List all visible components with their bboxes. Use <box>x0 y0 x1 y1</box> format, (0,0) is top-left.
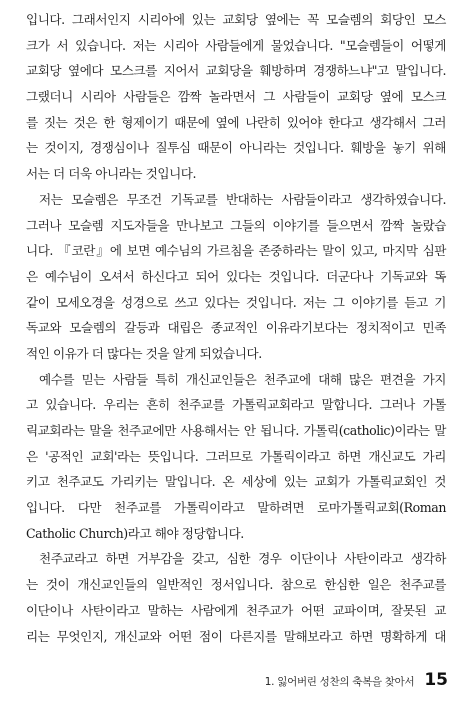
text-line: 교회당 옆에다 모스크를 지어서 교회당을 훼방하며 경쟁하느냐"고 말입니다. <box>26 63 446 79</box>
page-footer <box>265 670 448 690</box>
text-line: 크가 서 있습니다. 저는 시리아 사람들에게 물었습니다. "모슬렘들이 어떻게 <box>26 37 446 53</box>
paragraph-first-line: 예수를 믿는 사람들 특히 개신교인들은 천주교에 대해 많은 편견을 가지 <box>39 371 446 387</box>
paragraph-first-line: 천주교라고 하면 거부감을 갖고, 심한 경우 이단이나 사탄이라고 생각하 <box>39 551 446 567</box>
text-line: 니다. 『코란』에 보면 예수님의 가르침을 존중하라는 말이 있고, 마지막 심판 <box>26 243 446 259</box>
text-line: 리는 무엇인지, 개신교와 어떤 점이 다른지를 말해보라고 하면 명확하게 대 <box>26 628 446 644</box>
paragraph-first-line: 저는 모슬렘은 무조건 기독교를 반대하는 사람들이라고 생각하였습니다. <box>39 191 446 207</box>
text-line: 는 것이지, 경쟁심이나 질투심 때문이 아니라는 것입니다. 훼방을 놓기 위해 <box>26 140 446 156</box>
text-line: 서는 더 더욱 아니라는 것입니다. <box>26 166 197 182</box>
text-line: 이단이나 사탄이라고 말하는 사람에게 천주교가 어떤 교파이며, 잘못된 교 <box>26 602 446 618</box>
text-line: 그랬더니 시리아 사람들은 깜짝 놀라면서 그 사람들이 교회당 옆에 모스크 <box>26 89 446 105</box>
body-text <box>26 7 446 649</box>
running-head: 1. 잃어버린 성찬의 축복을 찾아서 <box>264 676 415 688</box>
text-line: 고 있습니다. 우리는 흔히 천주교를 가톨릭교회라고 말합니다. 그러나 가톨 <box>26 397 446 413</box>
text-line: 은 '공적인 교회'라는 뜻입니다. 그러므로 가톨릭이라고 하면 개신교도 가리 <box>26 448 446 464</box>
text-line: 독교와 모슬렘의 갈등과 대립은 종교적인 이유라기보다는 정치적이고 민족 <box>26 320 446 336</box>
text-line: 입니다. 다만 천주교를 가톨릭이라고 말하려면 로마가톨릭교회(Roman <box>26 500 446 516</box>
text-line: Catholic Church)라고 해야 정당합니다. <box>26 525 244 541</box>
text-line: 같이 모세오경을 성경으로 쓰고 있다는 것입니다. 저는 그 이야기를 듣고 기 <box>26 294 446 310</box>
text-line: 그러나 모슬렘 지도자들을 만나보고 그들의 이야기를 들으면서 깜짝 놀랐습 <box>26 217 446 233</box>
text-line: 은 예수님이 오셔서 하신다고 되어 있다는 것입니다. 더군다나 기독교와 똑 <box>26 268 446 284</box>
text-line: 는 것이 개신교인들의 일반적인 정서입니다. 참으로 한심한 일은 천주교를 <box>26 577 446 593</box>
text-line: 키고 천주교도 가리키는 말입니다. 온 세상에 있는 교회가 가톨릭교회인 것 <box>26 474 446 490</box>
text-line: 를 짓는 것은 한 형제이기 때문에 옆에 나란히 있어야 한다고 생각해서 그러 <box>26 114 446 130</box>
text-line: 적인 이유가 더 많다는 것을 알게 되었습니다. <box>26 345 262 361</box>
text-line: 입니다. 그래서인지 시리아에 있는 교회당 옆에는 꼭 모슬렘의 회당인 모스 <box>26 12 446 27</box>
page-number: 15 <box>424 670 448 690</box>
text-line: 릭교회라는 말을 천주교에만 사용해서는 안 됩니다. 가톨릭(catholic)이라는 말 <box>26 423 446 438</box>
